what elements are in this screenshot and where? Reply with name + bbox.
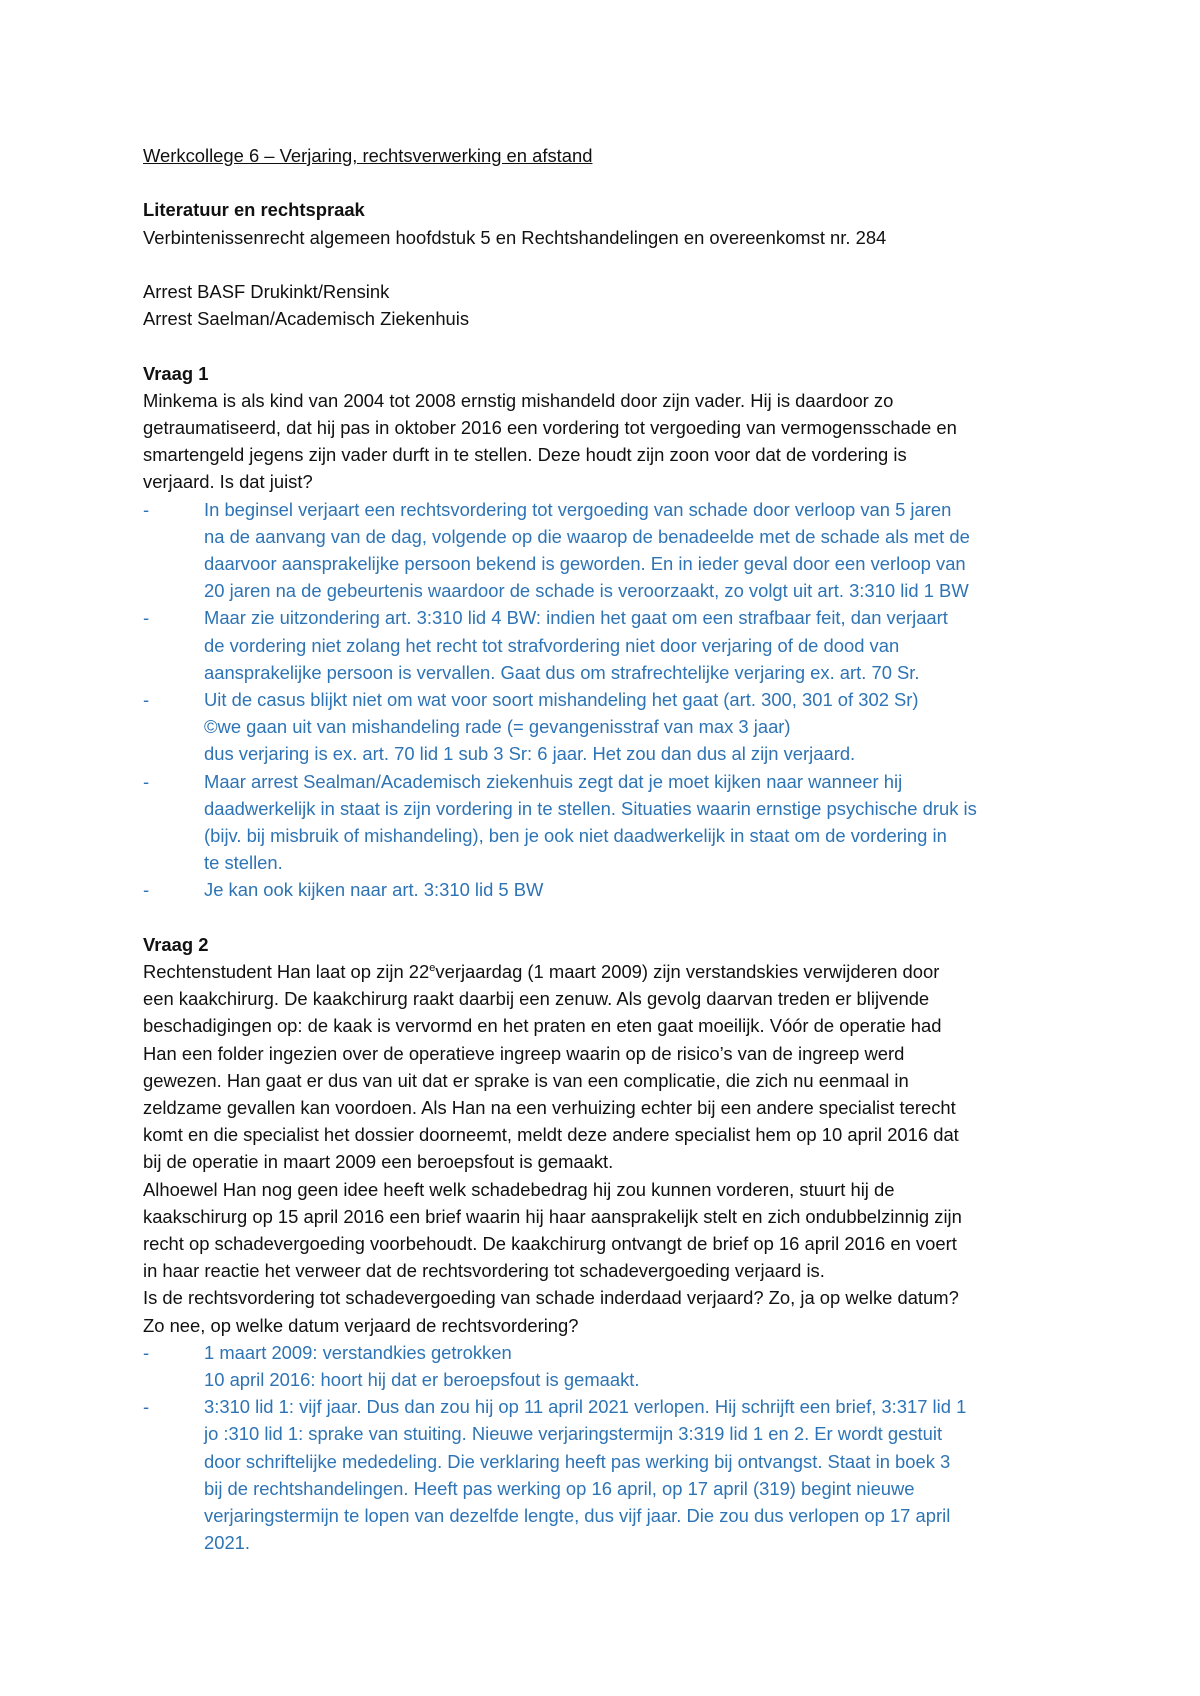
- bullet-dash: -: [143, 498, 150, 520]
- answer-text: Je kan ook kijken naar art. 3:310 lid 5 BW: [204, 879, 544, 901]
- document-page: [143, 142, 1073, 1557]
- answer-item: [143, 686, 1073, 768]
- answer-item: [143, 1393, 1073, 1556]
- answer-item: [143, 1339, 1073, 1393]
- literature-text: Verbintenissenrecht algemeen hoofdstuk 5 en Rechtshandelingen en overeenkomst nr. 284: [143, 226, 887, 248]
- question-2-heading: Vraag 2: [143, 933, 209, 955]
- bullet-dash: -: [143, 607, 150, 629]
- bullet-dash: -: [143, 689, 150, 711]
- answer-item: [143, 604, 1073, 686]
- answer-item: [143, 496, 1073, 605]
- answer-item: [143, 876, 1073, 903]
- case-reference: Arrest BASF Drukinkt/Rensink: [143, 280, 390, 302]
- bullet-dash: -: [143, 1396, 150, 1418]
- answer-item: [143, 768, 1073, 877]
- literature-heading: Literatuur en rechtspraak: [143, 199, 365, 221]
- case-reference: Arrest Saelman/Academisch Ziekenhuis: [143, 308, 470, 330]
- bullet-dash: -: [143, 770, 150, 792]
- bullet-dash: -: [143, 1341, 150, 1363]
- superscript-e: e: [429, 961, 436, 974]
- question-2-text-start: Rechtenstudent Han laat op zijn 22: [143, 961, 430, 983]
- bullet-dash: -: [143, 879, 150, 901]
- question-2-text-rest: verjaardag (1 maart 2009) zijn verstandskies verwijderen door een kaakchirurg. De kaakchirurg raakt daarbij een zenuw. Als gevolg daarvan treden er blijvende beschadigingen op: de kaak is vervormd en het praten en eten gaat moeilijk. Vóór de operatie had Han een folder ingezien over de operatieve ingreep waarin op de risico’s van de ingreep werd gewezen. Han gaat er dus van uit dat er sprake is van een complicatie, die zich nu eenmaal in zeldzame gevallen kan voordoen. Als Han na een verhuizing echter bij een andere specialist terecht komt en die specialist het dossier doorneemt, meldt deze andere specialist hem op 10 april 2016 dat bij de operatie in maart 2009 een beroepsfout is gemaakt. Alhoewel Han nog geen idee heeft welk schadebedrag hij zou kunnen vorderen, stuurt hij de kaakschirurg op 15 april 2016 een brief waarin hij haar aansprakelijk stelt en zich ondubbelzinnig zijn recht op schadevergoeding voorbehoudt. De kaakchirurg ontvangt de brief op 16 april 2016 en voert in haar reactie het verweer dat de rechtsvordering tot schadevergoeding verjaard is. Is de rechtsvordering tot schadevergoeding van schade inderdaad verjaard? Zo, ja op welke datum? Zo nee, op welke datum verjaard de rechtsvordering?: [143, 961, 962, 1336]
- answer-text: 3:310 lid 1: vijf jaar. Dus dan zou hij op 11 april 2021 verlopen. Hij schrijft een brief, 3:317 lid 1 jo :310 lid 1: sprake van stuiting. Nieuwe verjaringstermijn 3:319 lid 1 en 2. Er wordt gestuit door schriftelijke mededeling. Die verklaring heeft pas werking bij ontvangst. Staat in boek 3 bij de rechtshandelingen. Heeft pas werking op 16 april, op 17 april (319) begint nieuwe verjaringstermijn te lopen van dezelfde lengte, dus vijf jaar. Die zou dus verlopen op 17 april 2021.: [204, 1396, 967, 1554]
- question-2-text: [143, 958, 1073, 1339]
- answer-text: Maar zie uitzondering art. 3:310 lid 4 BW: indien het gaat om een strafbaar feit, dan verjaart de vordering niet zolang het recht tot strafvordering niet door verjaring of de dood van aansprakelijke persoon is vervallen. Gaat dus om strafrechtelijke verjaring ex. art. 70 Sr.: [204, 607, 948, 683]
- answer-text: In beginsel verjaart een rechtsvordering tot vergoeding van schade door verloop van 5 jaren na de aanvang van de dag, volgende op die waarop de benadeelde met de schade als met de daarvoor aansprakelijke persoon bekend is geworden. En in ieder geval door een verloop van 20 jaren na de gebeurtenis waardoor de schade is veroorzaakt, zo volgt uit art. 3:310 lid 1 BW: [204, 498, 970, 602]
- answer-text: Maar arrest Sealman/Academisch ziekenhuis zegt dat je moet kijken naar wanneer hij daadwerkelijk in staat is zijn vordering in te stellen. Situaties waarin ernstige psychische druk is (bijv. bij misbruik of mishandeling), ben je ook niet daadwerkelijk in staat om de vordering in te stellen.: [204, 770, 977, 874]
- question-1-heading: Vraag 1: [143, 362, 209, 384]
- question-1-text: Minkema is als kind van 2004 tot 2008 ernstig mishandeld door zijn vader. Hij is daardoor zo getraumatiseerd, dat hij pas in oktober 2016 een vordering tot vergoeding van vermogensschade en smartengeld jegens zijn vader durft in te stellen. Deze houdt zijn zoon voor dat de vordering is verjaard. Is dat juist?: [143, 389, 957, 493]
- document-title: Werkcollege 6 – Verjaring, rechtsverwerking en afstand: [143, 145, 593, 166]
- answer-text: Uit de casus blijkt niet om wat voor soort mishandeling het gaat (art. 300, 301 of 302 Sr) ©we gaan uit van mishandeling rade (= gevangenisstraf van max 3 jaar) dus verjaring is ex. art. 70 lid 1 sub 3 Sr: 6 jaar. Het zou dan dus al zijn verjaard.: [204, 689, 919, 765]
- answer-text: 1 maart 2009: verstandkies getrokken 10 april 2016: hoort hij dat er beroepsfout is gemaakt.: [204, 1341, 640, 1391]
